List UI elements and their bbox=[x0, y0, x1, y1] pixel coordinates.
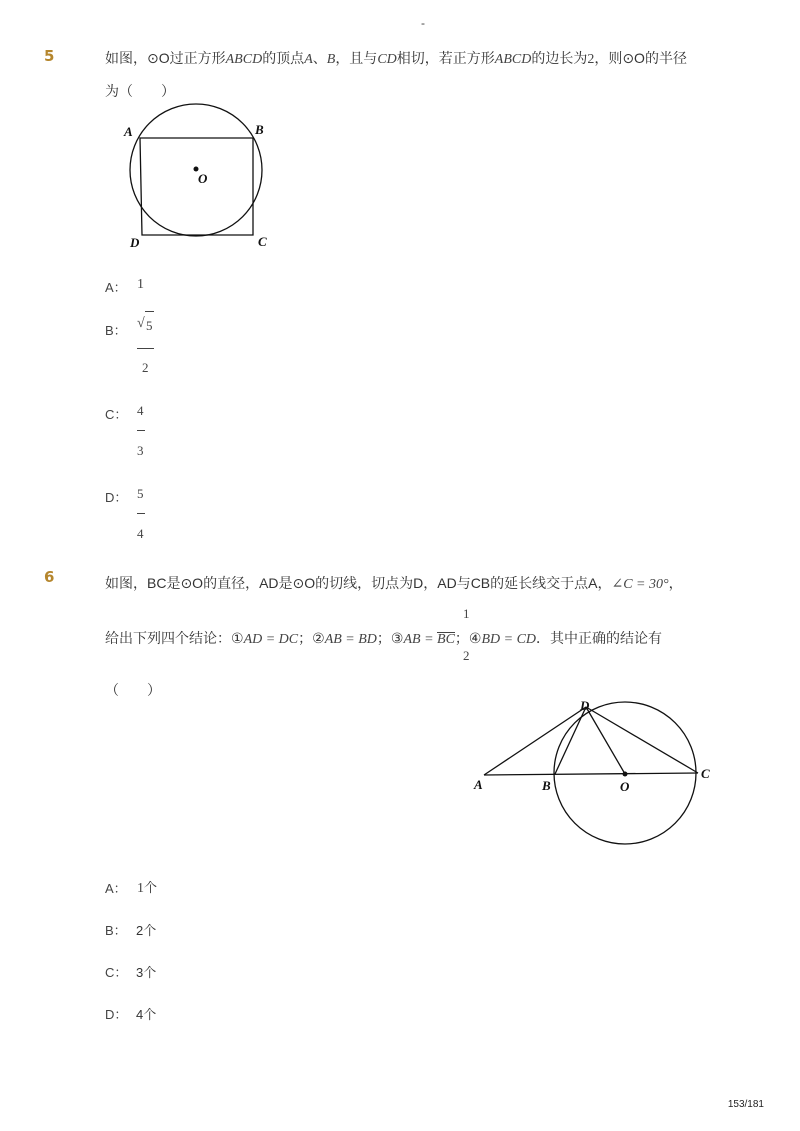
q6-option-b-value: 2个 bbox=[136, 923, 157, 938]
question-number-6: 6 bbox=[44, 568, 55, 586]
q6-option-a[interactable] bbox=[105, 878, 127, 897]
q6-conclusion-3a: AB = bbox=[403, 632, 438, 647]
q5-option-c-denominator: 3 bbox=[137, 443, 144, 458]
q6-figure bbox=[470, 695, 720, 855]
q5-stem-text: ，且与 bbox=[335, 50, 378, 66]
q5-option-d-denominator: 4 bbox=[137, 526, 144, 541]
q6-stem-line2 bbox=[105, 628, 662, 648]
q6-option-a-label: A： bbox=[105, 881, 127, 896]
q5-option-d-fraction-bar bbox=[137, 513, 145, 514]
q5-label-c: C bbox=[258, 234, 267, 249]
q5-option-a-value: 1 bbox=[137, 277, 144, 292]
q5-side-length: 2 bbox=[587, 52, 595, 67]
q6-stem-text: ．其中正确的结论有 bbox=[536, 630, 663, 646]
q5-stem-text: 的顶点 bbox=[262, 50, 305, 66]
q6-option-c-value: 3个 bbox=[136, 965, 157, 980]
q5-option-c-fraction-bar bbox=[137, 430, 145, 431]
q6-label-c: C bbox=[701, 766, 710, 781]
question-number-5: 5 bbox=[44, 47, 55, 65]
q5-square bbox=[140, 138, 253, 235]
q5-stem-text: 的边长为 bbox=[531, 50, 588, 66]
q6-option-d-label: D： bbox=[105, 1007, 128, 1022]
q6-option-c-label: C： bbox=[105, 965, 128, 980]
q5-option-a[interactable] bbox=[105, 277, 127, 296]
q6-option-b-label: B： bbox=[105, 923, 127, 938]
q6-conclusion-4: BD = CD bbox=[481, 632, 537, 647]
q5-option-c-label: C： bbox=[105, 407, 128, 422]
q6-stem-text: ；④ bbox=[454, 630, 482, 646]
q6-label-b: B bbox=[542, 778, 551, 793]
q5-option-d-label: D： bbox=[105, 490, 128, 505]
q5-option-b-numerator: 5 bbox=[146, 318, 153, 333]
q5-label-d: D bbox=[130, 235, 140, 250]
q6-line-ac bbox=[484, 773, 698, 775]
q5-square-name: ABCD bbox=[494, 52, 532, 67]
q5-option-a-label: A： bbox=[105, 280, 127, 295]
page-number: 153/181 bbox=[727, 1099, 764, 1110]
q5-option-b[interactable] bbox=[105, 320, 127, 339]
q5-label-b: B bbox=[255, 122, 264, 137]
q5-option-b-sqrt: √ bbox=[137, 316, 145, 331]
q5-stem-text: ，则⊙O的半径 bbox=[594, 50, 687, 66]
q6-stem-text: 如图，BC是⊙O的直径，AD是⊙O的切线，切点为D，AD与CB的延长线交于点A， bbox=[105, 575, 612, 591]
q5-figure bbox=[118, 100, 288, 260]
q5-label-a: A bbox=[124, 124, 133, 139]
q5-option-d[interactable] bbox=[105, 487, 127, 506]
q6-c3-numerator: 1 bbox=[463, 606, 470, 621]
q6-c3-denominator: 2 bbox=[463, 648, 470, 663]
q5-point-b: B bbox=[326, 52, 336, 67]
q5-option-b-denominator: 2 bbox=[142, 360, 149, 375]
q5-option-b-label: B： bbox=[105, 323, 127, 338]
q6-conclusion-2: AB = BD bbox=[324, 632, 377, 647]
q6-option-a-value bbox=[137, 877, 157, 897]
q6-angle: ∠C = 30° bbox=[611, 577, 669, 592]
q5-stem-line1 bbox=[105, 48, 687, 68]
q6-option-d-value: 4个 bbox=[136, 1007, 157, 1022]
q5-segment-cd: CD bbox=[377, 52, 397, 67]
q5-point-a: A bbox=[304, 52, 313, 67]
q5-option-c-numerator: 4 bbox=[137, 403, 144, 418]
q6-label-a: A bbox=[474, 777, 483, 792]
q6-option-a-unit: 个 bbox=[144, 880, 158, 895]
q5-stem-line2: 为（ ） bbox=[105, 83, 175, 99]
q6-stem-line3: （ ） bbox=[105, 682, 161, 698]
q5-option-b-fraction-bar bbox=[137, 348, 154, 349]
q6-option-c[interactable] bbox=[105, 962, 127, 981]
q5-stem-text: 、 bbox=[312, 50, 327, 66]
q5-option-b-sqrt-bar bbox=[145, 311, 154, 312]
q6-option-b[interactable] bbox=[105, 920, 127, 939]
q6-option-a-number: 1 bbox=[137, 881, 144, 896]
q6-stem-line1 bbox=[105, 573, 683, 593]
q6-option-d[interactable] bbox=[105, 1004, 127, 1023]
q6-conclusion-1: AD = DC bbox=[243, 632, 299, 647]
header-dash: - bbox=[421, 16, 425, 30]
q5-stem-text: 如图，⊙O过正方形 bbox=[105, 50, 226, 66]
q6-conclusion-3b: BC bbox=[437, 632, 455, 647]
q5-stem-text: 相切，若正方形 bbox=[396, 50, 495, 66]
q6-center-dot bbox=[623, 772, 628, 777]
q6-label-o: O bbox=[620, 779, 630, 794]
q6-stem-text: ；③ bbox=[376, 630, 404, 646]
q6-line-do bbox=[586, 707, 625, 774]
q6-line-dc bbox=[586, 707, 698, 773]
q5-square-name: ABCD bbox=[225, 52, 263, 67]
q6-stem-text: ， bbox=[668, 575, 683, 591]
q5-option-c[interactable] bbox=[105, 404, 127, 423]
q6-label-d: D bbox=[580, 698, 590, 713]
q5-label-o: O bbox=[198, 171, 208, 186]
q5-option-d-numerator: 5 bbox=[137, 486, 144, 501]
q6-stem-text: ；② bbox=[298, 630, 325, 646]
q6-stem-text: 给出下列四个结论：① bbox=[105, 630, 244, 646]
